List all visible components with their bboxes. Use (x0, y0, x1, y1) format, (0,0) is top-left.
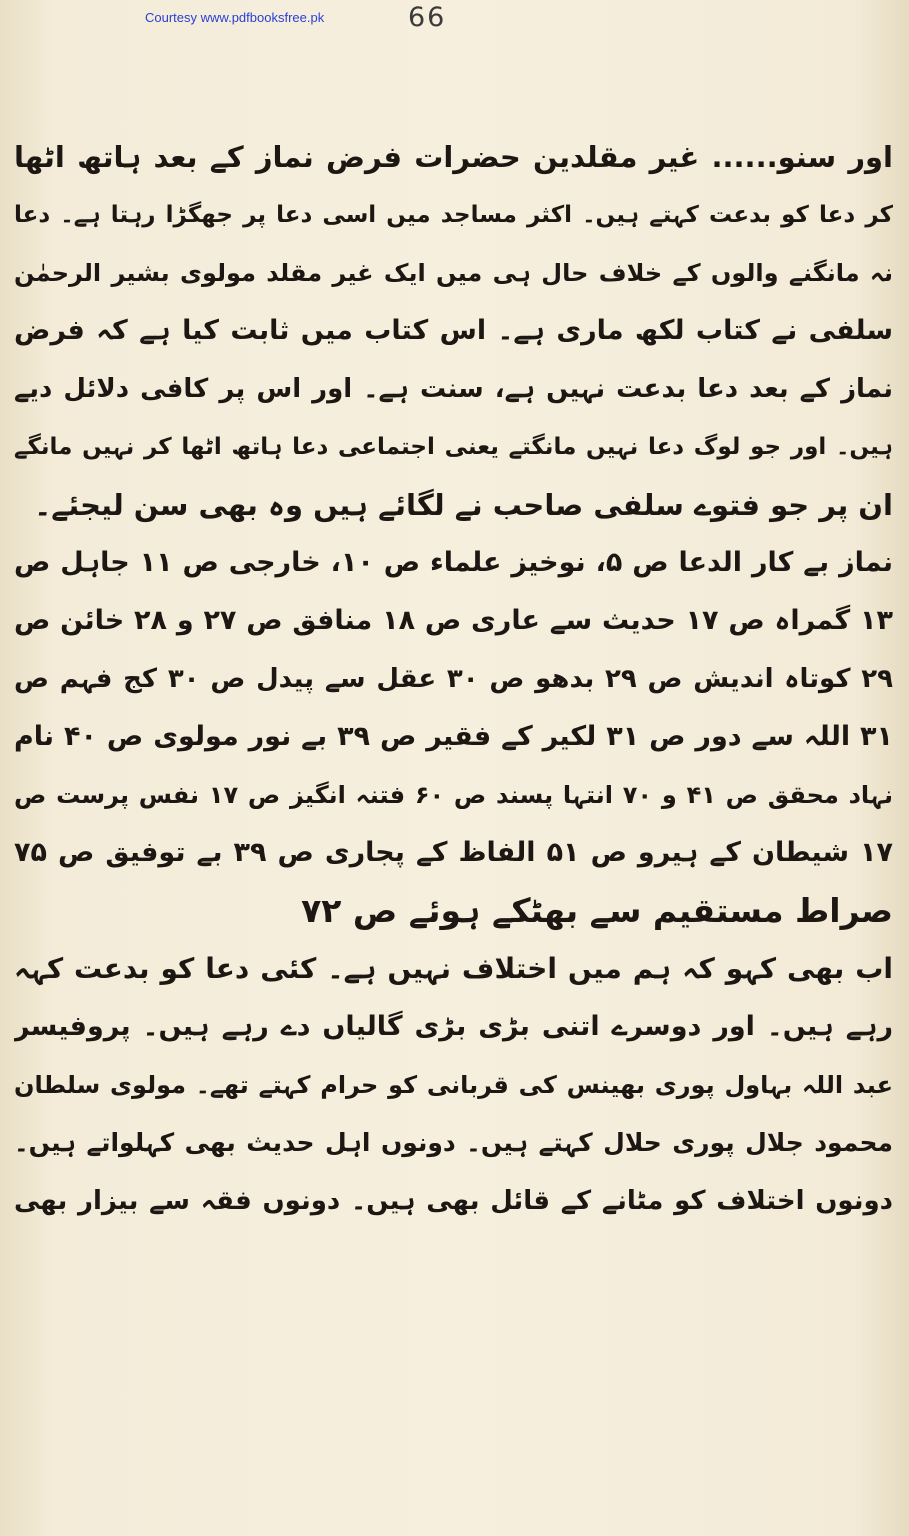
text-line: ہیں۔ اور جو لوگ دعا نہیں مانگتے یعنی اجتماعی دعا ہاتھ اٹھا کر نہیں مانگے (14, 434, 893, 460)
text-line: سلفی نے کتاب لکھ ماری ہے۔ اس کتاب میں ثابت کیا ہے کہ فرض (14, 315, 893, 346)
text-line: رہے ہیں۔ اور دوسرے اتنی بڑی بڑی گالیاں دے رہے ہیں۔ پروفیسر (14, 1011, 893, 1042)
text-line: ۳۱ اللہ سے دور ص ۳۱ لکیر کے فقیر ص ۳۹ بے نور مولوی ص ۴۰ نام (14, 721, 893, 752)
text-line: محمود جلال پوری حلال کہتے ہیں۔ دونوں اہل حدیث بھی کہلواتے ہیں۔ (14, 1128, 893, 1157)
text-line: ۱۷ شیطان کے ہیرو ص ۵۱ الفاظ کے پجاری ص ۳۹ بے توفیق ص ۷۵ (14, 837, 893, 868)
text-line: نہ مانگنے والوں کے خلاف حال ہی میں ایک غیر مقلد مولوی بشیر الرحمٰن (14, 259, 893, 287)
text-line: کر دعا کو بدعت کہتے ہیں۔ اکثر مساجد میں اسی دعا پر جھگڑا رہتا ہے۔ دعا (14, 202, 893, 228)
text-line: نماز کے بعد دعا بدعت نہیں ہے، سنت ہے۔ اور اس پر کافی دلائل دیے (14, 374, 893, 404)
text-line: عبد اللہ بہاول پوری بھینس کی قربانی کو حرام کہتے تھے۔ مولوی سلطان (14, 1071, 893, 1099)
courtesy-watermark: Courtesy www.pdfbooksfree.pk (145, 10, 325, 25)
text-line: نہاد محقق ص ۴۱ و ۷۰ انتہا پسند ص ۶۰ فتنہ انگیز ص ۱۷ نفس پرست ص (14, 781, 893, 809)
text-line: دونوں اختلاف کو مٹانے کے قائل بھی ہیں۔ دونوں فقہ سے بیزار بھی (14, 1186, 893, 1216)
text-line: اور سنو...... غیر مقلدین حضرات فرض نماز کے بعد ہاتھ اٹھا (14, 140, 893, 174)
text-line: ۲۹ کوتاہ اندیش ص ۲۹ بدھو ص ۳۰ عقل سے پیدل ص ۳۰ کج فہم ص (14, 664, 893, 694)
urdu-text-body (14, 128, 893, 1230)
text-line: ان پر جو فتوے سلفی صاحب نے لگائے ہیں وہ بھی سن لیجئے۔ (34, 488, 893, 522)
text-line: صراط مستقیم سے بھٹکے ہوئے ص ۷۲ (301, 891, 893, 930)
text-line: اب بھی کہو کہ ہم میں اختلاف نہیں ہے۔ کئی دعا کو بدعت کہہ (14, 952, 893, 985)
text-line: نماز بے کار الدعا ص ۵، نوخیز علماء ص ۱۰، خارجی ص ۱۱ جاہل ص (14, 547, 893, 578)
page-number: 66 (408, 2, 447, 33)
text-line: ۱۳ گمراہ ص ۱۷ حدیث سے عاری ص ۱۸ منافق ص ۲۷ و ۲۸ خائن ص (14, 605, 893, 636)
